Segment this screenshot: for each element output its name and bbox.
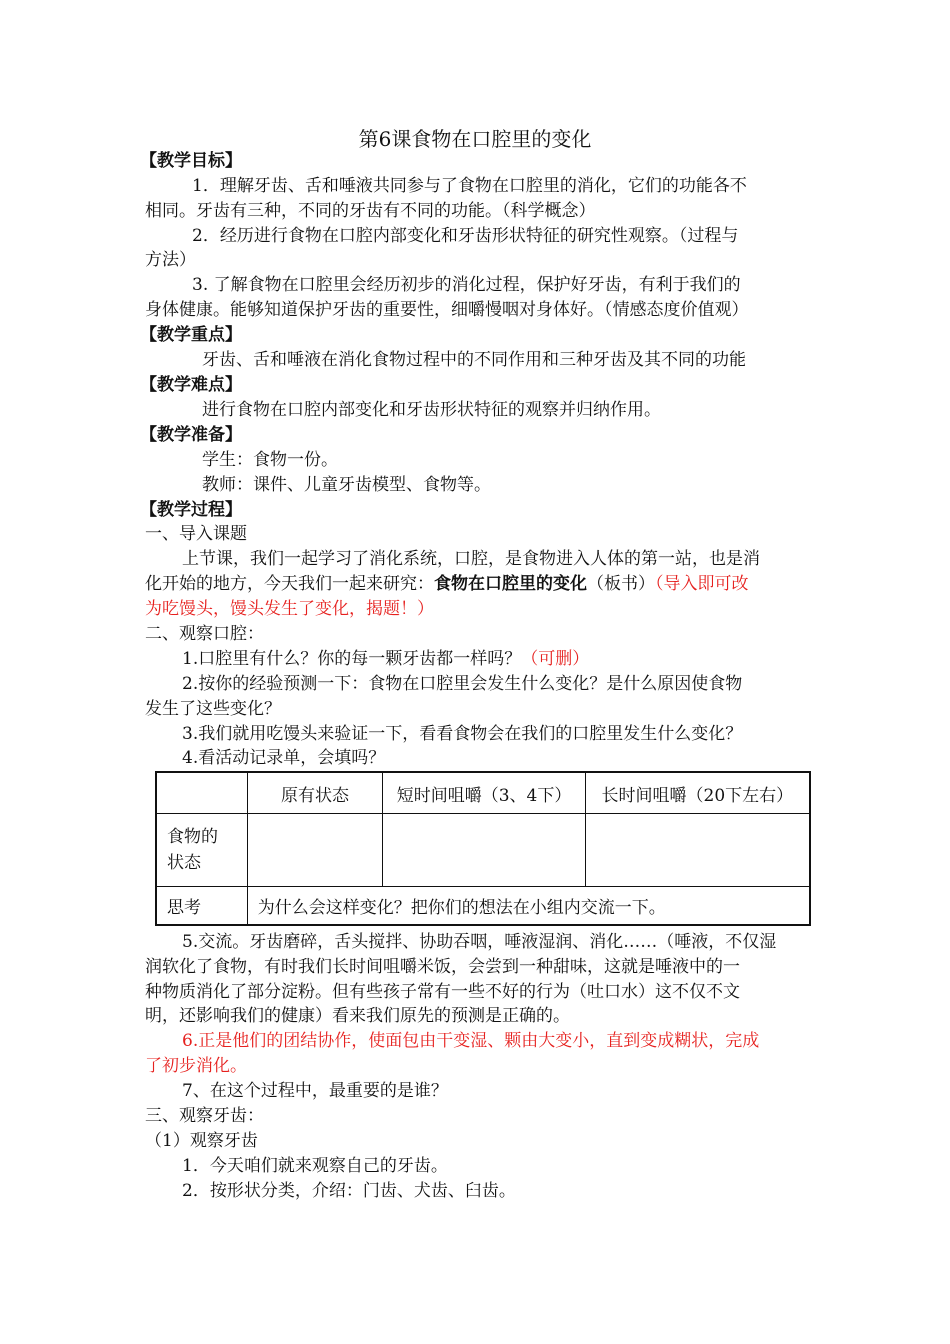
part-1-line-b-text: 化开始的地方，今天我们一起来研究： <box>145 574 434 594</box>
part-3-title: 三、观察牙齿： <box>145 1106 264 1126</box>
process-heading: 【教学过程】 <box>140 500 242 520</box>
part-1-line-b <box>145 572 810 597</box>
difficulties-text: 进行食物在口腔内部变化和牙齿形状特征的观察并归纳作用。 <box>202 400 661 420</box>
document-title: 第6课食物在口腔里的变化 <box>358 127 592 151</box>
table-row-label-food-state <box>156 814 247 887</box>
key-points-heading: 【教学重点】 <box>140 325 242 345</box>
table-row-think <box>156 887 810 926</box>
board-note: （板书） <box>587 574 655 594</box>
goal-3-line-b: 身体健康。能够知道保护牙齿的重要性，细嚼慢咽对身体好。（情感态度价值观） <box>145 300 749 320</box>
optional-note: （可删） <box>521 649 590 669</box>
table-header-row <box>156 772 810 814</box>
table-cell-original[interactable] <box>247 814 383 887</box>
table-cell-think-prompt: 为什么会这样变化？把你们的想法在小组内交流一下。 <box>247 887 810 926</box>
goals-heading: 【教学目标】 <box>140 151 242 171</box>
goal-2-line-a: 2．经历进行食物在口腔内部变化和牙齿形状特征的研究性观察。（过程与 <box>192 226 739 246</box>
table-header-empty <box>156 772 247 814</box>
part-2-item-5-c: 种物质消化了部分淀粉。但有些孩子常有一些不好的行为（吐口水）这不仅不文 <box>145 982 740 1002</box>
part-2-item-1-text: 1.口腔里有什么？你的每一颗牙齿都一样吗？ <box>182 649 522 669</box>
part-2-item-6-a: 6.正是他们的团结协作，使面包由干变湿、颗由大变小，直到变成糊状，完成 <box>182 1031 760 1051</box>
part-2-item-2-b: 发生了这些变化？ <box>145 699 281 719</box>
preparation-student: 学生：食物一份。 <box>202 450 338 470</box>
red-note-b: 为吃馒头，馒头发生了变化，揭题！） <box>145 599 434 619</box>
food-state-label-b: 状态 <box>167 853 201 873</box>
part-2-item-5-a: 5.交流。牙齿磨碎，舌头搅拌、协助吞咽，唾液湿润、消化……（唾液，不仅湿 <box>182 932 777 952</box>
part-3-item-2: 2．按形状分类，介绍：门齿、犬齿、臼齿。 <box>182 1181 516 1201</box>
food-state-label-a: 食物的 <box>167 827 218 847</box>
part-2-item-3: 3.我们就用吃馒头来验证一下，看看食物会在我们的口腔里发生什么变化？ <box>182 724 743 744</box>
part-3-item-1: 1．今天咱们就来观察自己的牙齿。 <box>182 1156 448 1176</box>
key-points-text: 牙齿、舌和唾液在消化食物过程中的不同作用和三种牙齿及其不同的功能 <box>202 350 746 370</box>
part-2-item-7: 7、在这个过程中，最重要的是谁？ <box>182 1081 448 1101</box>
part-2-item-5-d: 明，还影响我们的健康）看来我们原先的预测是正确的。 <box>145 1006 570 1026</box>
difficulties-heading: 【教学难点】 <box>140 375 242 395</box>
preparation-heading: 【教学准备】 <box>140 425 242 445</box>
table-cell-short-chew[interactable] <box>383 814 585 887</box>
goal-1-line-b: 相同。牙齿有三种，不同的牙齿有不同的功能。（科学概念） <box>145 201 596 221</box>
table-header-short-chew: 短时间咀嚼（3、4下） <box>383 772 585 814</box>
part-2-title: 二、观察口腔： <box>145 624 264 644</box>
part-2-item-6-b: 了初步消化。 <box>145 1056 247 1076</box>
activity-record-table <box>155 771 811 926</box>
table-cell-long-chew[interactable] <box>585 814 810 887</box>
preparation-teacher: 教师：课件、儿童牙齿模型、食物等。 <box>202 475 491 495</box>
part-3-subtitle: （1）观察牙齿 <box>145 1131 258 1151</box>
part-2-item-1 <box>182 647 847 672</box>
goal-3-line-a: 3. 了解食物在口腔里会经历初步的消化过程，保护好牙齿，有利于我们的 <box>192 275 741 295</box>
lesson-topic-bold: 食物在口腔里的变化 <box>434 574 587 594</box>
part-2-item-4: 4.看活动记录单，会填吗？ <box>182 748 386 768</box>
table-header-long-chew: 长时间咀嚼（20下左右） <box>585 772 810 814</box>
goal-2-line-b: 方法） <box>145 250 196 270</box>
table-header-original: 原有状态 <box>247 772 383 814</box>
table-row-label-think: 思考 <box>156 887 247 926</box>
part-2-item-2-a: 2.按你的经验预测一下：食物在口腔里会发生什么变化？是什么原因使食物 <box>182 674 743 694</box>
table-row-food-state <box>156 814 810 887</box>
part-1-line-a: 上节课，我们一起学习了消化系统，口腔，是食物进入人体的第一站，也是消 <box>182 549 760 569</box>
goal-1-line-a: 1．理解牙齿、舌和唾液共同参与了食物在口腔里的消化，它们的功能各不 <box>192 176 747 196</box>
red-note-a: （导入即可改 <box>655 574 749 594</box>
part-1-title: 一、导入课题 <box>145 524 247 544</box>
part-2-item-5-b: 润软化了食物，有时我们长时间咀嚼米饭，会尝到一种甜味，这就是唾液中的一 <box>145 957 740 977</box>
